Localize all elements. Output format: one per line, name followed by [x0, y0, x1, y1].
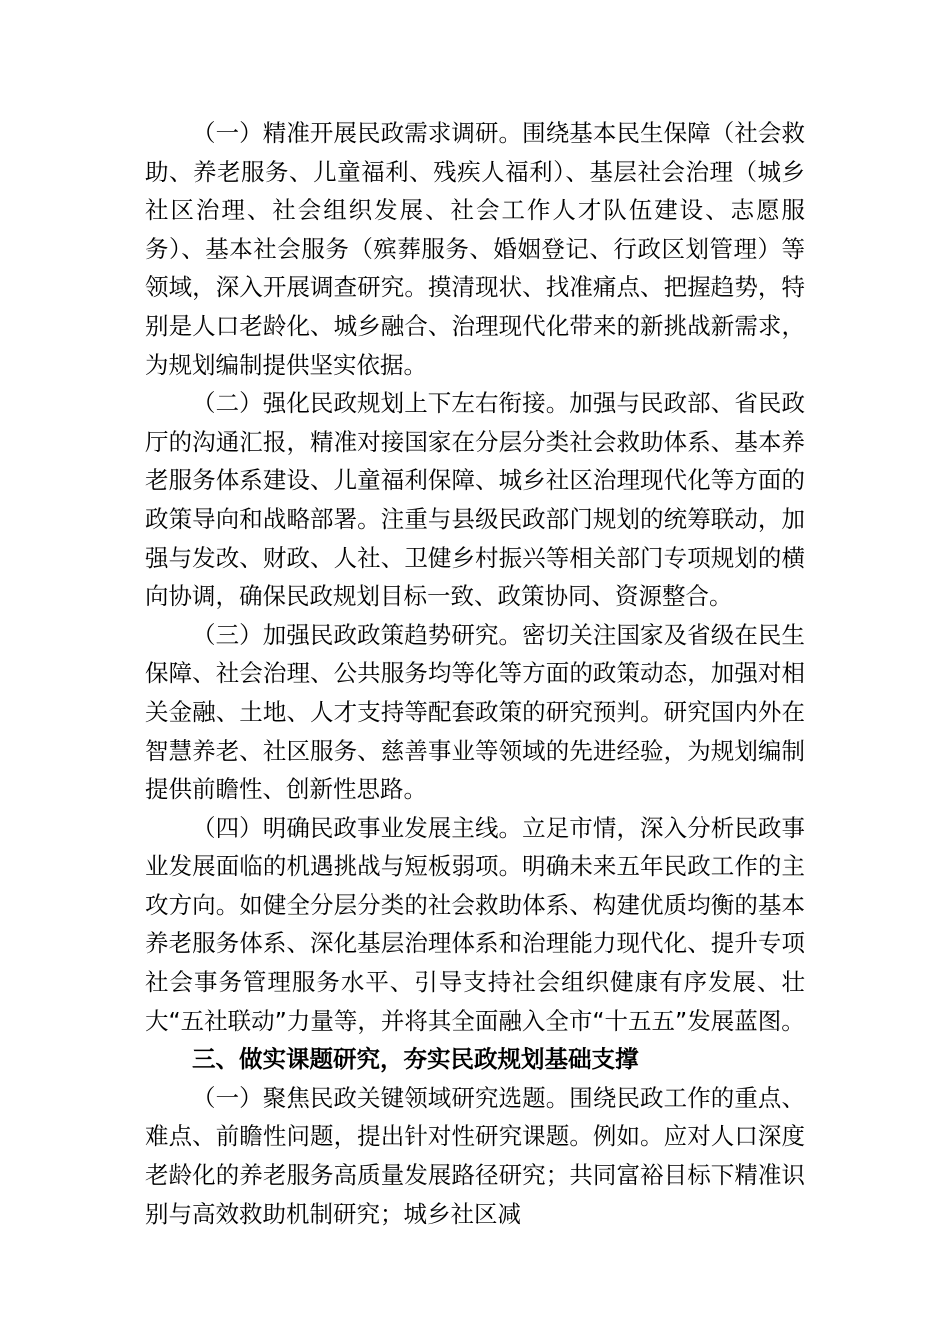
- paragraph-demand-research: （一）精准开展民政需求调研。围绕基本民生保障（社会救助、养老服务、儿童福利、残疾人福利）、基层社会治理（城乡社区治理、社会组织发展、社会工作人才队伍建设、志愿服务）、基本社会服务（殡葬服务、婚姻登记、行政区划管理）等领域，深入开展调查研究。摸清现状、找准痛点、把握趋势，特别是人口老龄化、城乡融合、治理现代化带来的新挑战新需求，为规划编制提供坚实依据。: [145, 119, 805, 379]
- paragraph-development-mainline: （四）明确民政事业发展主线。立足市情，深入分析民政事业发展面临的机遇挑战与短板弱项。明确未来五年民政工作的主攻方向。如健全分层分类的社会救助体系、构建优质均衡的基本养老服务体系、深化基层治理体系和治理能力现代化、提升专项社会事务管理服务水平、引导支持社会组织健康有序发展、壮大“五社联动”力量等，并将其全面融入全市“十五五”发展蓝图。: [145, 813, 805, 1035]
- paragraph-research-topics: （一）聚焦民政关键领域研究选题。围绕民政工作的重点、难点、前瞻性问题，提出针对性研究课题。例如。应对人口深度老龄化的养老服务高质量发展路径研究；共同富裕目标下精准识别与高效救助机制研究；城乡社区减: [145, 1083, 805, 1228]
- paragraph-policy-trends: （三）加强民政政策趋势研究。密切关注国家及省级在民生保障、社会治理、公共服务均等化等方面的政策动态，加强对相关金融、土地、人才支持等配套政策的研究预判。研究国内外在智慧养老、社区服务、慈善事业等领域的先进经验，为规划编制提供前瞻性、创新性思路。: [145, 620, 805, 804]
- section-heading: 三、做实课题研究，夯实民政规划基础支撑: [192, 1045, 639, 1074]
- document-page: [145, 114, 805, 1233]
- paragraph-planning-coordination: （二）强化民政规划上下左右衔接。加强与民政部、省民政厅的沟通汇报，精准对接国家在分层分类社会救助体系、基本养老服务体系建设、儿童福利保障、城乡社区治理现代化等方面的政策导向和战略部署。注重与县级民政部门规划的统筹联动，加强与发改、财政、人社、卫健乡村振兴等相关部门专项规划的横向协调，确保民政规划目标一致、政策协同、资源整合。: [145, 389, 805, 611]
